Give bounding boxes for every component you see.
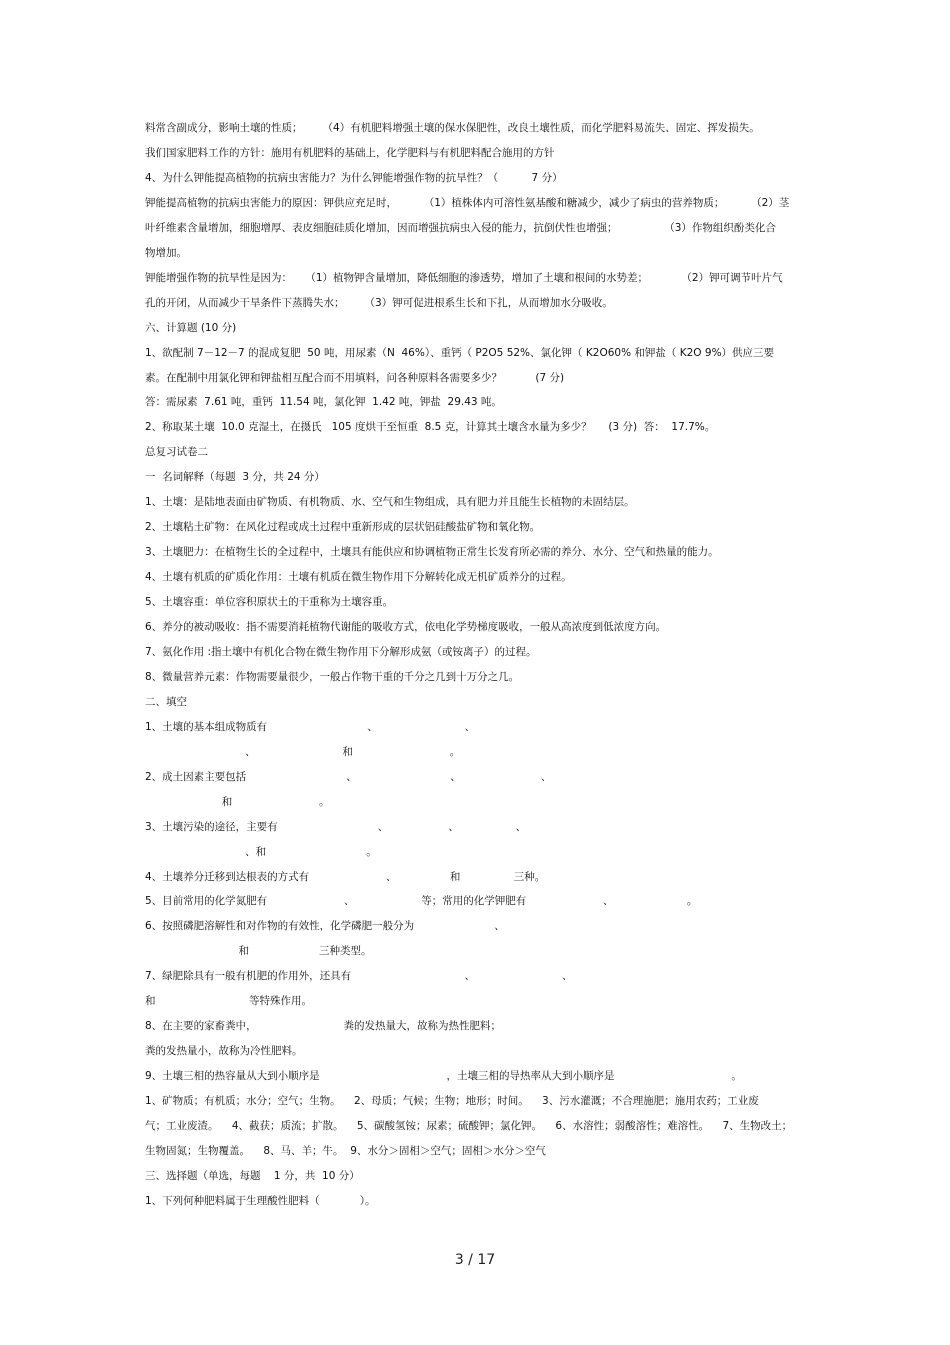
text-line: 1、土壤：是陆地表面由矿物质、有机物质、水、空气和生物组成，具有肥力并且能生长植物的未固结层。 <box>145 496 635 509</box>
text-line: 2、称取某土壤 10.0 克湿土，在摄氏 105 度烘干至恒重 8.5 克，计算其土壤含水量为多少？ (3 分) 答： 17.7%。 <box>145 421 716 434</box>
text-line: 6、养分的被动吸收：指不需要消耗植物代谢能的吸收方式，依电化学势梯度吸收，一般从高浓度到低浓度方向。 <box>145 621 667 633</box>
text-line: 总复习试卷二 <box>145 446 208 459</box>
text-line: 三、选择题（单选，每题 1 分，共 10 分） <box>145 1169 360 1182</box>
text-line: 3、土壤肥力：在植物生长的全过程中，土壤具有能供应和协调植物正常生长发育所必需的养分、水分、空气和热量的能力。 <box>145 546 719 559</box>
text-line: 1、欲配制 7－12－7 的混成复肥 50 吨，用尿素（N 46%）、重钙（ P2O5 52%、氯化钾（ K2O60% 和钾盐（ K2O 9%）供应三要 <box>145 346 775 359</box>
text-line: 4、土壤养分迁移到达根表的方式有 、 和 三种。 <box>145 870 546 883</box>
text-line: 和 三种类型。 <box>145 945 372 958</box>
text-line: 5、土壤容重：单位容积原状土的干重称为土壤容重。 <box>145 596 394 608</box>
text-line: 钾能提高植物的抗病虫害能力的原因：钾供应充足时， （1）植株体内可溶性氨基酸和糖减少，减少了病虫的营养物质； （2）茎 <box>145 196 790 209</box>
text-line: 、和 。 <box>145 845 377 858</box>
text-line: 6、按照磷肥溶解性和对作物的有效性，化学磷肥一般分为 、 <box>145 920 505 933</box>
text-line: 7、绿肥除具有一般有机肥的作用外，还具有 、 、 <box>145 970 573 983</box>
text-line: 1、矿物质；有机质；水分；空气；生物。 2、母质；气候；生物；地形；时间。 3、污水灌溉；不合理施肥；施用农药；工业废 <box>145 1095 759 1107</box>
text-line: 3、土壤污染的途径，主要有 、 、 、 <box>145 820 527 833</box>
text-line: 二、填空 <box>145 695 187 708</box>
text-line: 7、氨化作用 :指土壤中有机化合物在微生物作用下分解形成氨（或铵离子）的过程。 <box>145 645 537 658</box>
text-line: 8、在主要的家畜粪中， 粪的发热量大，故称为热性肥料； <box>145 1020 501 1033</box>
text-line: 1、下列何种肥料属于生理酸性肥料（ ）。 <box>145 1194 376 1207</box>
text-line: 物增加。 <box>145 246 187 259</box>
text-line: 叶纤维素含量增加，细胞增厚、表皮细胞硅质化增加，因而增强抗病虫入侵的能力，抗倒伏性也增强； （3）作物组织酚类化合 <box>145 221 776 234</box>
text-line: 4、土壤有机质的矿质化作用：土壤有机质在微生物作用下分解转化成无机矿质养分的过程。 <box>145 571 572 584</box>
text-line: 孔的开闭，从而减少干旱条件下蒸腾失水； （3）钾可促进根系生长和下扎，从而增加水分吸收。 <box>145 296 613 309</box>
text-line: 素。在配制中用氯化钾和钾盐相互配合而不用填料，问各种原料各需要多少？ (7 分) <box>145 371 565 384</box>
text-line: 、 和 。 <box>145 745 461 758</box>
text-line: 粪的发热量小，故称为冷性肥料。 <box>145 1045 303 1058</box>
text-line: 料常含副成分，影响土壤的性质； （4）有机肥料增强土壤的保水保肥性，改良土壤性质，而化学肥料易流失、固定、挥发损失。 <box>145 122 760 134</box>
page-number: 3 / 17 <box>454 1252 496 1268</box>
text-line: 4、为什么钾能提高植物的抗病虫害能力？为什么钾能增强作物的抗旱性？（ 7 分） <box>145 171 563 184</box>
text-line: 答：需尿素 7.61 吨，重钙 11.54 吨，氯化钾 1.42 吨，钾盐 29.43 吨。 <box>145 396 502 409</box>
text-line: 和 等特殊作用。 <box>145 995 312 1008</box>
text-line: 2、土壤粘土矿物：在风化过程或成土过程中重新形成的层状铝硅酸盐矿物和氧化物。 <box>145 521 541 534</box>
text-line: 和 。 <box>145 795 330 808</box>
text-line: 8、微量营养元素：作物需要量很少，一般占作物干重的千分之几到十万分之几。 <box>145 670 520 683</box>
text-line: 一 名词解释（每题 3 分，共 24 分） <box>145 471 325 484</box>
text-line: 2、成土因素主要包括 、 、 、 <box>145 770 552 783</box>
text-line: 9、土壤三相的热容量从大到小顺序是 ，土壤三相的导热率从大到小顺序是 。 <box>145 1070 742 1083</box>
text-line: 1、土壤的基本组成物质有 、 、 <box>145 720 476 733</box>
text-line: 生物固氮；生物覆盖。 8、马、羊；牛。 9、水分＞固相＞空气；固相＞水分＞空气 <box>145 1144 546 1157</box>
text-line: 我们国家肥料工作的方针：施用有机肥料的基础上，化学肥料与有机肥料配合施用的方针 <box>145 146 555 159</box>
text-line: 气；工业废渣。 4、截获；质流；扩散。 5、碳酸氢铵；尿素；硫酸钾；氯化钾。 6、水溶性；弱酸溶性；难溶性。 7、生物改土； <box>145 1120 793 1132</box>
text-line: 六、计算题 (10 分) <box>145 321 237 334</box>
text-line: 5、目前常用的化学氮肥有 、 等；常用的化学钾肥有 、 。 <box>145 895 698 908</box>
text-line: 钾能增强作物的抗旱性是因为： （1）植物钾含量增加，降低细胞的渗透势，增加了土壤和根间的水势差； （2）钾可调节叶片气 <box>145 271 783 284</box>
